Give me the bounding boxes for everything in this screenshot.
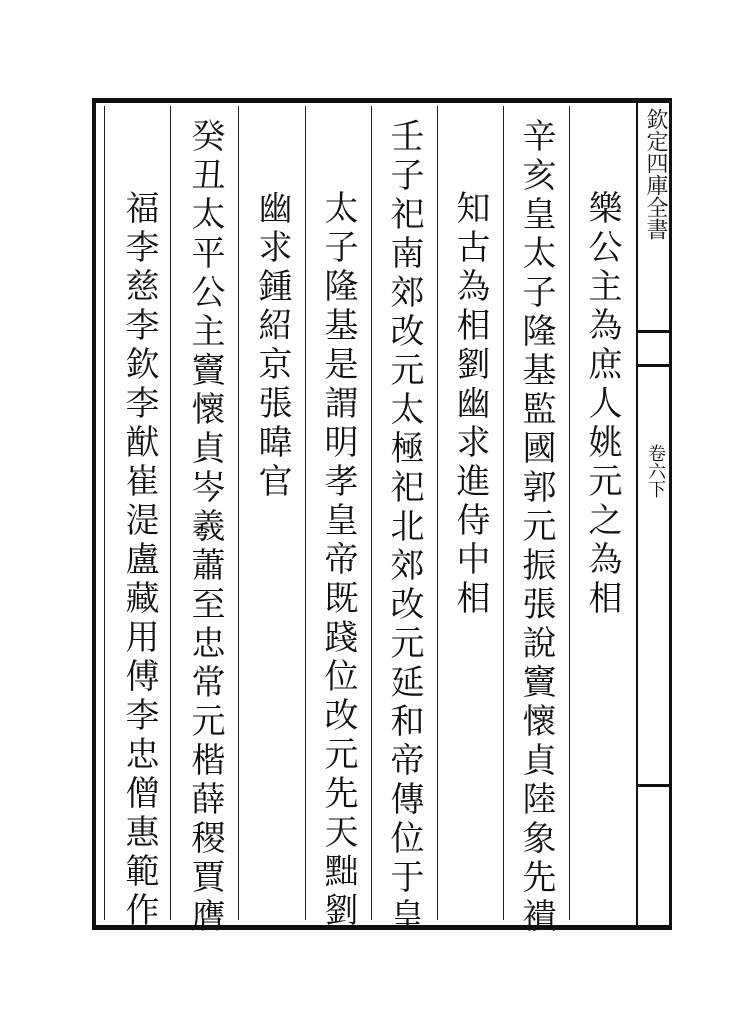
text-column-6: 幽求鍾紹京張暐官: [252, 190, 292, 502]
column-rule: [569, 106, 570, 920]
margin-divider: [638, 364, 669, 367]
margin-volume: 卷六下: [645, 444, 666, 498]
column-rule: [371, 106, 372, 920]
text-column-4: 壬子祀南郊改元太極祀北郊改元延和帝傳位于皇: [384, 118, 424, 937]
text-column-2: 辛亥皇太子隆基監國郭元振張說竇懷貞陸象先䙡: [516, 118, 556, 937]
column-rule: [170, 106, 171, 920]
text-column-8: 福李慈李欽李猷崔湜盧藏用傅李忠僧惠範作: [119, 190, 159, 931]
margin-block: [636, 98, 672, 930]
text-column-3: 知古為相劉幽求進侍中相: [450, 190, 490, 619]
text-column-1: 樂公主為庶人姚元之為相: [582, 190, 622, 619]
column-rule: [238, 106, 239, 920]
text-column-7: 癸丑太平公主竇懷貞岑羲蕭至忠常元楷薛稷賈膺: [185, 118, 225, 937]
column-rule: [305, 106, 306, 920]
column-rule: [503, 106, 504, 920]
margin-divider: [638, 330, 669, 333]
margin-title: 欽定四庫全書: [643, 108, 668, 240]
margin-divider: [638, 784, 669, 787]
text-column-5: 太子隆基是謂明孝皇帝既踐位改元先天黜劉: [318, 190, 358, 931]
column-rule: [437, 106, 438, 920]
